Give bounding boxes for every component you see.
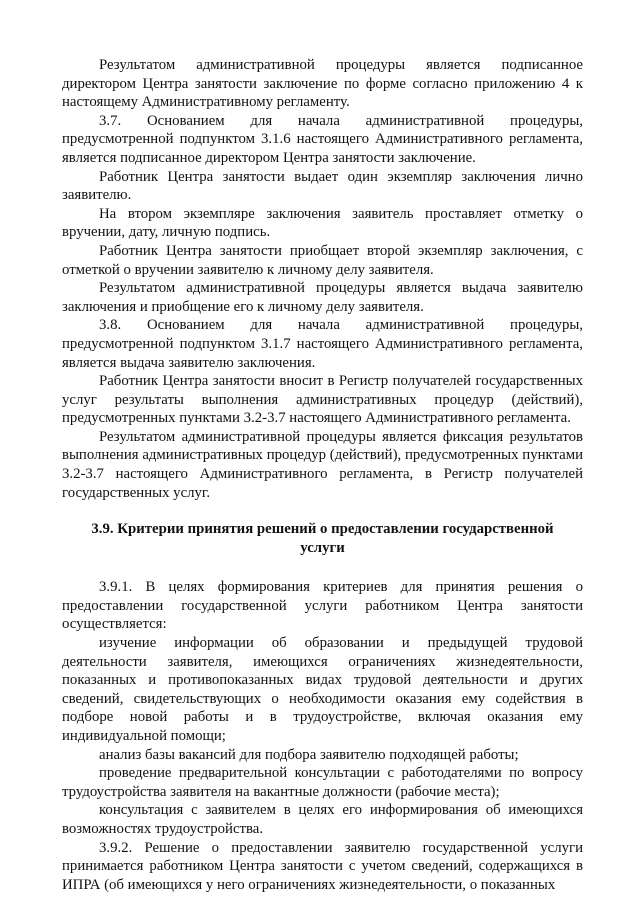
paragraph: 3.9.1. В целях формирования критериев для принятия решения о предоставлении государственной услуги работником Центра занятости осуществляется: — [62, 579, 583, 633]
paragraph: консультация с заявителем в целях его информирования об имеющихся возможностях трудоустройства. — [62, 802, 583, 837]
paragraph: Работник Центра занятости выдает один экземпляр заключения лично заявителю. — [62, 168, 583, 204]
section-heading: 3.9. Критерии принятия решений о предоставлении государственной услуги — [91, 521, 554, 557]
paragraph: Результатом административной процедуры является выдача заявителю заключения и приобщение его к личному делу заявителя. — [62, 280, 583, 315]
paragraph: 3.7. Основанием для начала административной процедуры, предусмотренной подпунктом 3.1.6 настоящего Административного регламента, является подписанное директором Центра занятости заключение. — [62, 112, 583, 166]
document-page — [62, 56, 583, 894]
paragraph: Работник Центра занятости приобщает второй экземпляр заключения, с отметкой о вручении заявителю к личному делу заявителя. — [62, 242, 583, 278]
paragraph: изучение информации об образовании и предыдущей трудовой деятельности заявителя, имеющихся ограничениях жизнедеятельности, показанных и противопоказанных видах трудовой деятельности и других сведений, свидетельствующих о необходимости оказания ему содействия в подборе новой работы и в трудоустройстве, включая оказания ему индивидуальной помощи; — [62, 635, 583, 744]
paragraph: Работник Центра занятости вносит в Регистр получателей государственных услуг результаты выполнения административных процедур (действий), предусмотренных пунктами 3.2-3.7 настоящего Административного регламента. — [62, 373, 583, 427]
paragraph: Результатом административной процедуры является фиксация результатов выполнения административных процедур (действий), предусмотренных пунктами 3.2-3.7 настоящего Административного регламента, в Регистр получателей государственных услуг. — [62, 428, 583, 501]
paragraph: 3.9.2. Решение о предоставлении заявителю государственной услуги принимается работником Центра занятости с учетом сведений, содержащихся в ИПРА (об имеющихся у него ограничениях жизнедеятельности, о показанных — [62, 839, 583, 893]
paragraph: Результатом административной процедуры является подписанное директором Центра занятости заключение по форме согласно приложению 4 к настоящему Административному регламенту. — [62, 57, 583, 111]
paragraph: проведение предварительной консультации с работодателями по вопросу трудоустройства заявителя на вакантные должности (рабочие места); — [62, 765, 583, 800]
paragraph: На втором экземпляре заключения заявитель проставляет отметку о вручении, дату, личную подпись. — [62, 205, 583, 241]
paragraph: 3.8. Основанием для начала административной процедуры, предусмотренной подпунктом 3.1.7 настоящего Административного регламента, является выдача заявителю заключения. — [62, 317, 583, 371]
paragraph: анализ базы вакансий для подбора заявителю подходящей работы; — [99, 746, 519, 763]
